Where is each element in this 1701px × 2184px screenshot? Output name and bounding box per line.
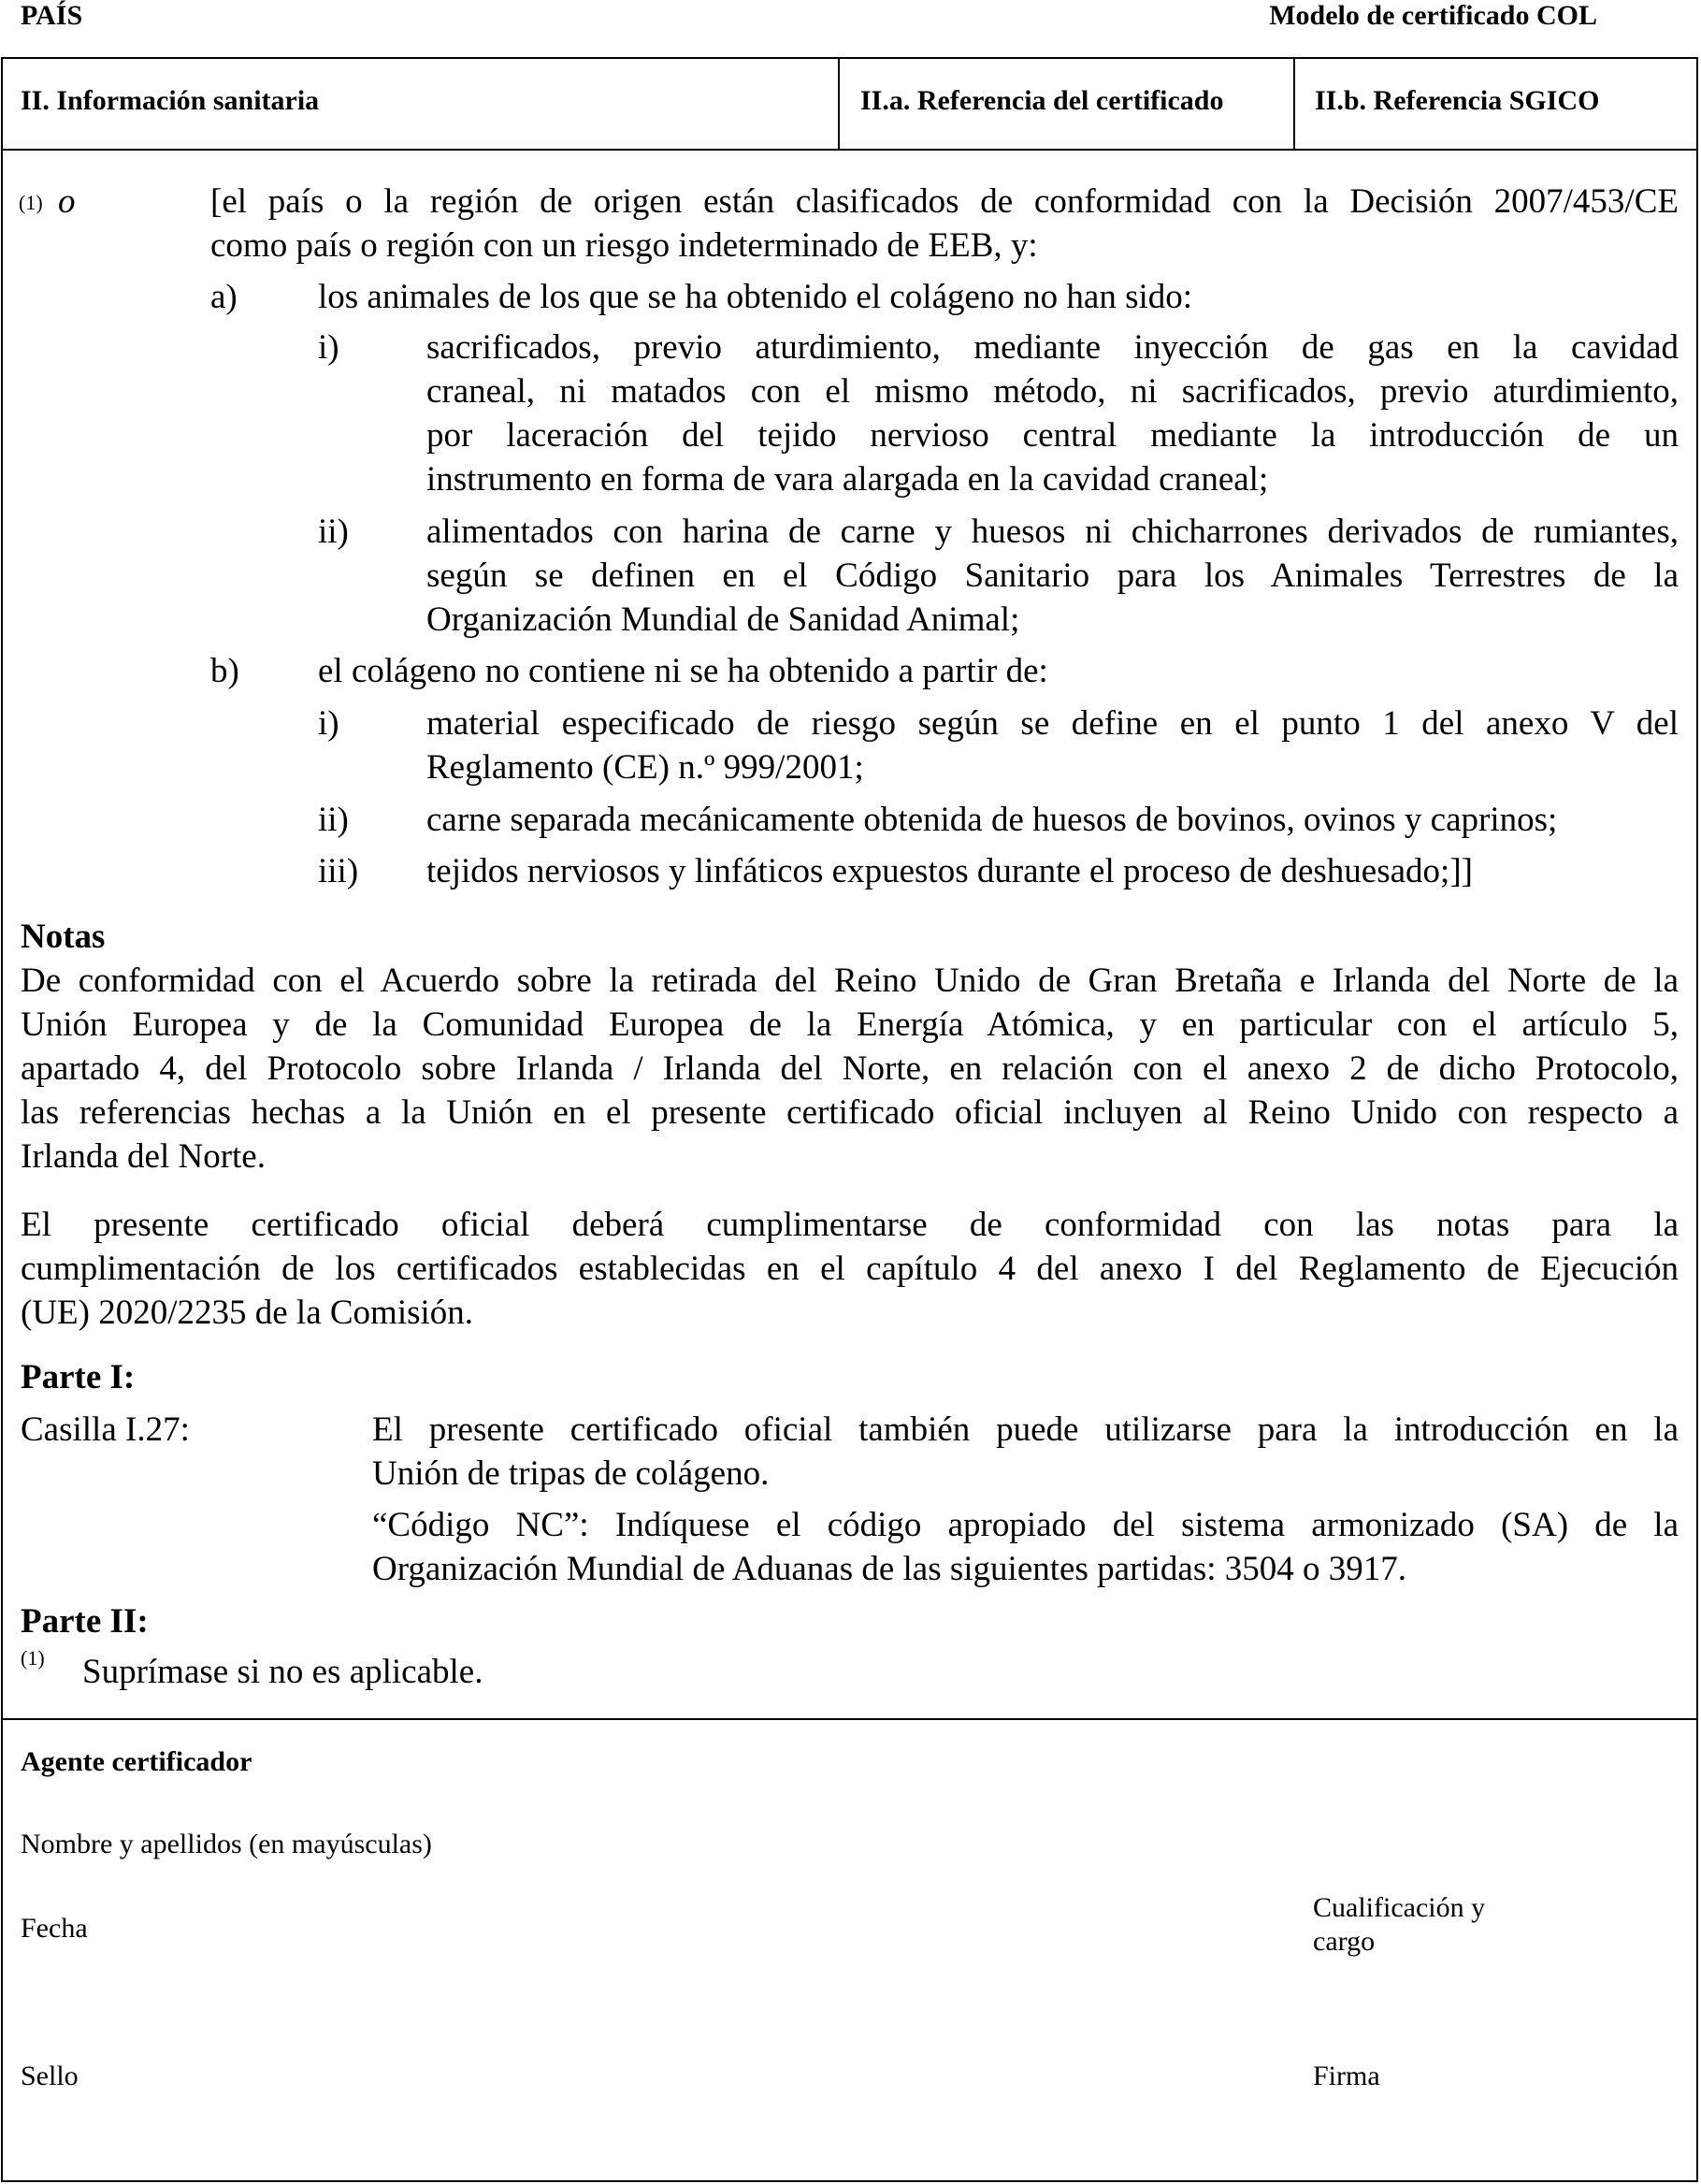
qualification-label-line: Cualificación y bbox=[1313, 1892, 1486, 1923]
item-a-ii-line: Organización Mundial de Sanidad Animal; bbox=[426, 600, 1020, 639]
footnote-text: Suprímase si no es aplicable. bbox=[82, 1653, 483, 1691]
item-a-ii-line: alimentados con harina de carne y huesos ni chicharrones derivados de rumiantes, bbox=[426, 513, 1679, 551]
signature-divider bbox=[1, 1718, 1698, 1720]
box-text-line: Organización Mundial de Aduanas de las siguientes partidas: 3504 o 3917. bbox=[372, 1550, 1407, 1588]
qualification-label-line: cargo bbox=[1313, 1926, 1376, 1957]
name-field[interactable]: Nombre y apellidos (en mayúsculas) bbox=[21, 1829, 432, 1859]
section-header-row bbox=[1, 57, 1698, 151]
notes-paragraph-line: apartado 4, del Protocolo sobre Irlanda / Irlanda del Norte, en relación con el anexo 2 de dicho Protocolo, bbox=[21, 1049, 1679, 1088]
item-b-i-label: i) bbox=[318, 704, 339, 743]
stamp-field[interactable]: Sello bbox=[21, 2061, 79, 2091]
item-a-i-line: craneal, ni matados con el mismo método, ni sacrificados, previo aturdimiento, bbox=[426, 372, 1679, 411]
notes-paragraph-line: Irlanda del Norte. bbox=[21, 1137, 266, 1176]
signature-field[interactable]: Firma bbox=[1313, 2061, 1380, 2091]
item-b-ii-text: carne separada mecánicamente obtenida de huesos de bovinos, ovinos y caprinos; bbox=[426, 801, 1558, 839]
item-b-iii-text: tejidos nerviosos y linfáticos expuestos durante el proceso de deshuesado;]] bbox=[426, 852, 1473, 890]
item-b-i-line: material especificado de riesgo según se define en el punto 1 del anexo V del bbox=[426, 704, 1679, 743]
notes-paragraph-line: Unión Europea y de la Comunidad Europea de la Energía Atómica, y en particular con el artículo 5, bbox=[21, 1005, 1679, 1044]
item-a-ii-line: según se definen en el Código Sanitario para los Animales Terrestres de la bbox=[426, 557, 1679, 595]
item-b-iii-label: iii) bbox=[318, 852, 359, 890]
notes-paragraph-line: cumplimentación de los certificados establecidas en el capítulo 4 del anexo I del Reglamento de Ejecución bbox=[21, 1250, 1679, 1288]
header-divider bbox=[1293, 57, 1295, 149]
certificate-model-title: Modelo de certificado COL bbox=[1269, 0, 1597, 31]
notes-paragraph-line: (UE) 2020/2235 de la Comisión. bbox=[21, 1294, 474, 1332]
box-text-line: El presente certificado oficial también puede utilizarse para la introducción en la bbox=[372, 1410, 1679, 1449]
footnote-marker: (1) bbox=[19, 191, 43, 214]
header-divider bbox=[838, 57, 840, 149]
page-top-header bbox=[0, 0, 1701, 58]
part-1-heading: Parte I: bbox=[21, 1358, 136, 1396]
notes-paragraph-line: El presente certificado oficial deberá cumplimentarse de conformidad con las notas para la bbox=[21, 1206, 1679, 1244]
item-a-label: a) bbox=[210, 278, 238, 316]
country-label: PAÍS bbox=[21, 0, 83, 31]
alternative-marker: o bbox=[58, 182, 76, 221]
box-text-line: Unión de tripas de colágeno. bbox=[372, 1454, 770, 1493]
item-a-text: los animales de los que se ha obtenido el colágeno no han sido: bbox=[318, 278, 1193, 316]
certificate-reference-field[interactable]: II.a. Referencia del certificado bbox=[860, 85, 1224, 116]
date-field[interactable]: Fecha bbox=[21, 1913, 88, 1944]
box-label: Casilla I.27: bbox=[21, 1410, 190, 1449]
footnote-marker: (1) bbox=[21, 1646, 45, 1670]
item-b-text: el colágeno no contiene ni se ha obtenido a partir de: bbox=[318, 652, 1048, 690]
item-b-ii-label: ii) bbox=[318, 801, 349, 839]
part-2-heading: Parte II: bbox=[21, 1602, 149, 1641]
item-b-label: b) bbox=[210, 652, 239, 690]
section-title: II. Información sanitaria bbox=[21, 85, 320, 116]
item-a-i-line: sacrificados, previo aturdimiento, mediante inyección de gas en la cavidad bbox=[426, 328, 1679, 367]
item-a-i-label: i) bbox=[318, 328, 339, 367]
box-text-line: “Código NC”: Indíquese el código apropiado del sistema armonizado (SA) de la bbox=[372, 1506, 1679, 1544]
intro-line: como país o región con un riesgo indeterminado de EEB, y: bbox=[210, 226, 1038, 265]
item-a-i-line: por laceración del tejido nervioso central mediante la introducción de un bbox=[426, 416, 1679, 455]
item-b-i-line: Reglamento (CE) n.º 999/2001; bbox=[426, 748, 864, 787]
intro-line: [el país o la región de origen están clasificados de conformidad con la Decisión 2007/453/CE bbox=[210, 182, 1679, 221]
sgico-reference-field[interactable]: II.b. Referencia SGICO bbox=[1315, 85, 1600, 116]
notes-paragraph-line: De conformidad con el Acuerdo sobre la retirada del Reino Unido de Gran Bretaña e Irlanda del Norte de la bbox=[21, 962, 1679, 1000]
item-a-ii-label: ii) bbox=[318, 513, 349, 551]
notes-heading: Notas bbox=[21, 918, 106, 956]
certifying-agent-heading: Agente certificador bbox=[21, 1746, 252, 1777]
qualification-field[interactable] bbox=[1313, 1892, 1485, 1958]
item-a-i-line: instrumento en forma de vara alargada en la cavidad craneal; bbox=[426, 460, 1269, 499]
notes-paragraph-line: las referencias hechas a la Unión en el presente certificado oficial incluyen al Reino Unido con respecto a bbox=[21, 1093, 1679, 1132]
